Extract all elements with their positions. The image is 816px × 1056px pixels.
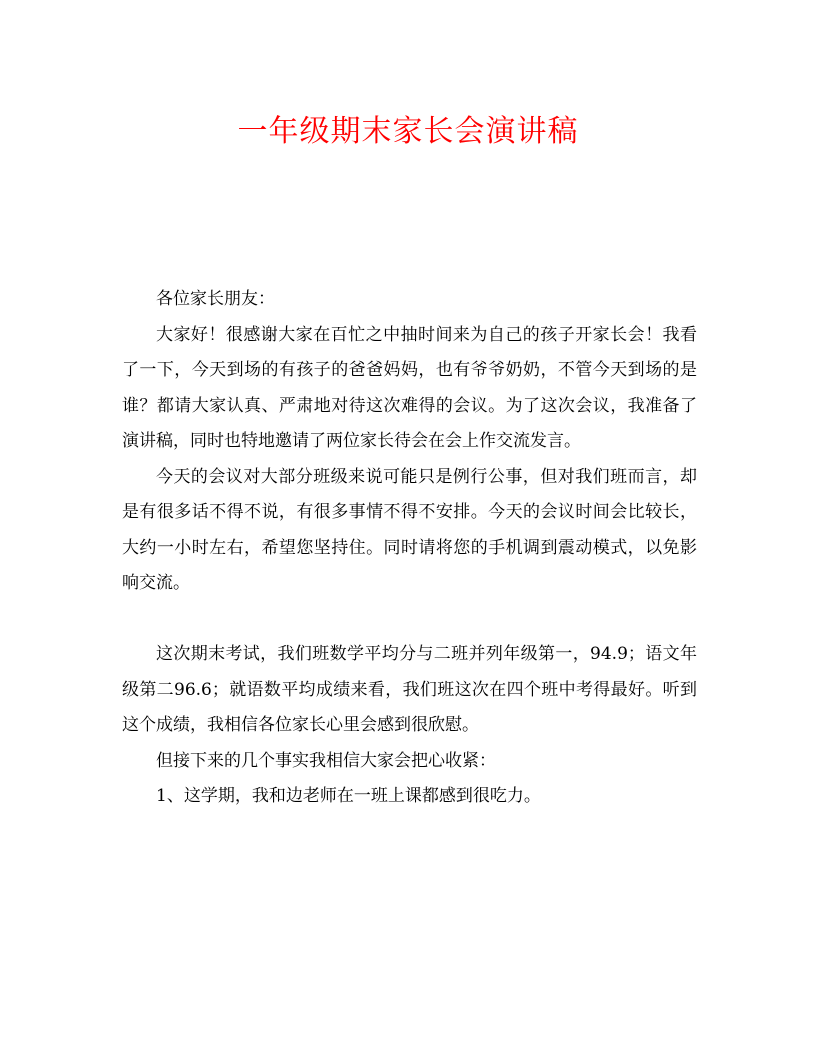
salutation: 各位家长朋友：	[156, 289, 275, 309]
document-body	[122, 282, 697, 815]
paragraph-greeting: 大家好！很感谢大家在百忙之中抽时间来为自己的孩子开家长会！我看了一下，今天到场的有孩子的爸爸妈妈，也有爷爷奶奶，不管今天到场的是谁？都请大家认真、严肃地对待这次难得的会议。为了这次会议，我准备了演讲稿，同时也特地邀请了两位家长待会在会上作交流发言。	[122, 324, 697, 451]
paragraph-point-1: 1、这学期，我和边老师在一班上课都感到很吃力。	[156, 786, 541, 806]
paragraph-transition: 但接下来的几个事实我相信大家会把心收紧：	[156, 750, 496, 771]
paragraph-exam-results: 这次期末考试，我们班数学平均分与二班并列年级第一，94.9；语文年级第二96.6；就语数平均成绩来看，我们班这次在四个班中考得最好。听到这个成绩，我相信各位家长心里会感到很欣慰。	[122, 644, 697, 735]
paragraph-spacer	[122, 602, 697, 638]
paragraph-meeting-intro: 今天的会议对大部分班级来说可能只是例行公事，但对我们班而言，却是有很多话不得不说，有很多事情不得不安排。今天的会议时间会比较长，大约一小时左右，希望您坚持住。同时请将您的手机调到震动模式，以免影响交流。	[122, 466, 697, 593]
document-title: 一年级期末家长会演讲稿	[237, 114, 579, 149]
